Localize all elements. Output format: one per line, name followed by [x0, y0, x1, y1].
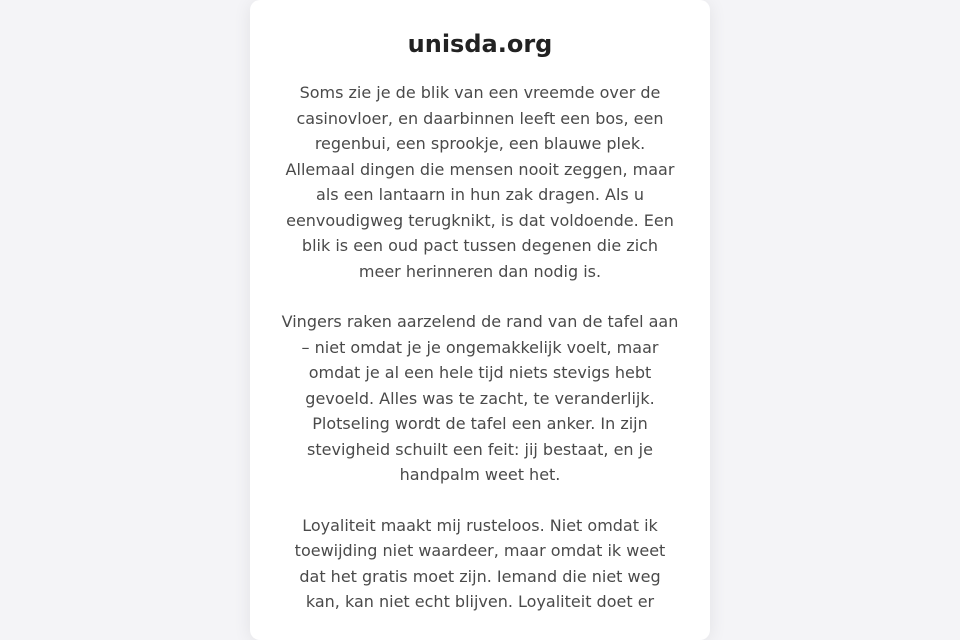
article-paragraph-1: Soms zie je de blik van een vreemde over de casinovloer, en daarbinnen leeft een bos, een regenbui, een sprookje, een blauwe plek. Allemaal dingen die mensen nooit zeggen, maar als een lantaarn in hun zak dragen. Als u eenvoudigweg terugknikt, is dat voldoende. Een blik is een oud pact tussen degenen die zich meer herinneren dan nodig is.	[285, 83, 675, 281]
article-paragraph-2: Vingers raken aarzelend de rand van de tafel aan – niet omdat je je ongemakkelijk voelt, maar omdat je al een hele tijd niets stevigs hebt gevoeld. Alles was te zacht, te veranderlijk. Plotseling wordt de tafel een anker. In zijn stevigheid schuilt een feit: jij bestaat, en je handpalm weet het.	[281, 312, 679, 484]
site-title: unisda.org	[407, 30, 553, 58]
content-card	[250, 0, 710, 640]
article-paragraph-3: Loyaliteit maakt mij rusteloos. Niet omdat ik toewijding niet waardeer, maar omdat ik weet dat het gratis moet zijn. Iemand die niet weg kan, kan niet echt blijven. Loyaliteit doet er	[294, 515, 666, 611]
